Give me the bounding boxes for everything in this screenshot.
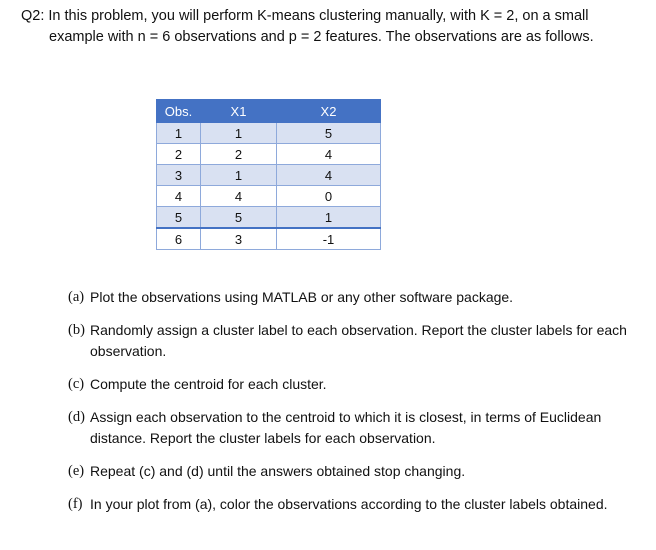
cell-x2: -1 [277, 228, 381, 250]
cell-obs: 4 [157, 186, 201, 207]
cell-x2: 4 [277, 144, 381, 165]
part-label: (f) [68, 496, 83, 512]
cell-x2: 4 [277, 165, 381, 186]
observations-table [156, 99, 381, 250]
part-d [68, 407, 648, 449]
part-text: Assign each observation to the centroid to which it is closest, in terms of Euclidean distance. Report the cluster labels for each observation. [90, 409, 602, 446]
table-row [157, 207, 381, 229]
part-f [68, 494, 648, 515]
part-label: (e) [68, 463, 85, 479]
question-line-2: example with n = 6 observations and p = 2 features. The observations are as follows. [49, 29, 594, 45]
cell-obs: 5 [157, 207, 201, 229]
header-x1: X1 [201, 100, 277, 123]
table-row [157, 228, 381, 250]
cell-x1: 2 [201, 144, 277, 165]
question-text [21, 6, 641, 48]
part-c [68, 374, 648, 395]
part-b [68, 320, 648, 362]
part-text: Randomly assign a cluster label to each observation. Report the cluster labels for each observation. [90, 322, 627, 359]
table-row [157, 144, 381, 165]
table-row [157, 186, 381, 207]
header-obs: Obs. [157, 100, 201, 123]
cell-x1: 3 [201, 228, 277, 250]
part-text: Repeat (c) and (d) until the answers obtained stop changing. [90, 463, 466, 479]
header-x2: X2 [277, 100, 381, 123]
part-a [68, 287, 648, 308]
part-text: Compute the centroid for each cluster. [90, 376, 327, 392]
cell-x1: 1 [201, 165, 277, 186]
part-e [68, 461, 648, 482]
cell-x2: 1 [277, 207, 381, 229]
cell-x1: 1 [201, 123, 277, 144]
question-line-1: Q2: In this problem, you will perform K-means clustering manually, with K = 2, on a small [21, 8, 589, 24]
part-label: (c) [68, 376, 85, 392]
cell-obs: 1 [157, 123, 201, 144]
part-label: (b) [68, 322, 85, 338]
cell-x1: 5 [201, 207, 277, 229]
cell-x2: 0 [277, 186, 381, 207]
part-text: Plot the observations using MATLAB or any other software package. [90, 289, 514, 305]
question-parts [68, 287, 648, 527]
part-text: In your plot from (a), color the observations according to the cluster labels obtained. [90, 496, 608, 512]
table-row [157, 123, 381, 144]
cell-x2: 5 [277, 123, 381, 144]
cell-obs: 2 [157, 144, 201, 165]
part-label: (d) [68, 409, 85, 425]
table-row [157, 165, 381, 186]
cell-x1: 4 [201, 186, 277, 207]
cell-obs: 6 [157, 228, 201, 250]
cell-obs: 3 [157, 165, 201, 186]
part-label: (a) [68, 289, 85, 305]
table-header-row [157, 100, 381, 123]
